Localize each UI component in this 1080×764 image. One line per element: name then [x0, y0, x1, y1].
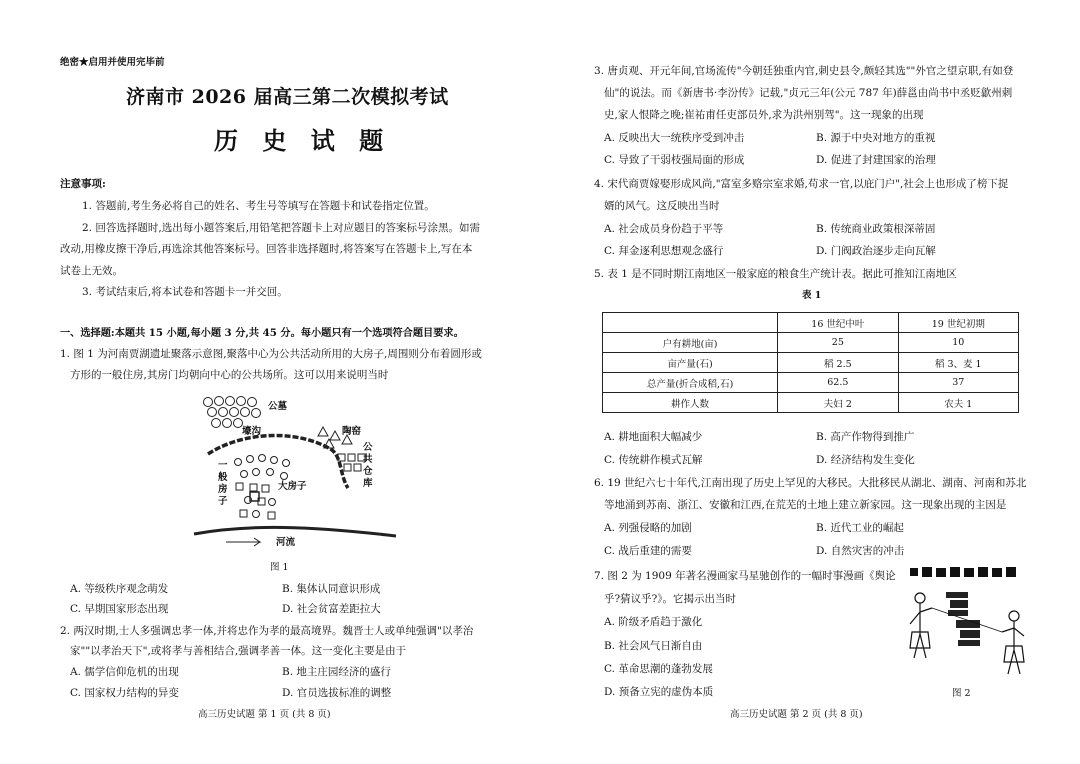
- figure-1-caption: 图 1: [270, 562, 289, 573]
- table-cell: 总产量(折合成稻,石): [603, 373, 778, 393]
- table-cell: 62.5: [778, 373, 898, 393]
- table-cell: 10: [898, 333, 1018, 353]
- note-line: 1. 答题前,考生务必将自己的姓名、考生号等填写在答题卡和试卷指定位置。: [82, 200, 435, 212]
- granary-boxes: [338, 454, 365, 471]
- q6-option-c[interactable]: C. 战后重建的需要: [604, 545, 692, 557]
- note-line: 2. 回答选择题时,选出每小题答案后,用铅笔把答题卡上对应题目的答案标号涂黑。如需: [82, 222, 481, 234]
- secret-label: 绝密★启用并使用完毕前: [60, 57, 165, 68]
- table-cell: 夫妇 2: [778, 393, 898, 413]
- q2-stem: 家""以孝治天下",或将孝与善相结合,强调孝善一体。这一变化主要是由于: [70, 645, 407, 657]
- q6-stem: 等地涌到苏南、浙江、安徽和江西,在荒芜的土地上建立新家园。这一现象出现的主因是: [604, 499, 1007, 511]
- table-header-row: [603, 313, 1019, 333]
- left-figure: [910, 593, 932, 658]
- q7-option-d[interactable]: D. 预备立宪的虚伪本质: [604, 686, 714, 698]
- cemetery-graves: [204, 397, 261, 428]
- q3-option-c[interactable]: C. 导致了干弱枝强局面的形成: [604, 154, 745, 166]
- q7-stem: 7. 图 2 为 1909 年著名漫画家马星驰创作的一幅时事漫画《舆论: [594, 570, 896, 582]
- q2-option-c[interactable]: C. 国家权力结构的异变: [70, 687, 179, 699]
- q5-option-d[interactable]: D. 经济结构发生变化: [816, 454, 915, 466]
- table-header: [603, 313, 778, 333]
- q6-option-b[interactable]: B. 近代工业的崛起: [816, 522, 904, 534]
- table-cell: 37: [898, 373, 1018, 393]
- table-header: 16 世纪中叶: [778, 313, 898, 333]
- q2-option-a[interactable]: A. 儒学信仰危机的出现: [70, 666, 179, 678]
- q1-option-c[interactable]: C. 早期国家形态出现: [70, 603, 169, 615]
- q3-stem: 史,家人恨降之晚;崔祐甫任吏部员外,求为洪州别驾"。这一现象的出现: [604, 109, 924, 121]
- q1-option-a[interactable]: A. 等级秩序观念萌发: [70, 583, 169, 595]
- table-header: 19 世纪初期: [898, 313, 1018, 333]
- q5-option-c[interactable]: C. 传统耕作模式瓦解: [604, 454, 703, 466]
- notes-heading: 注意事项:: [60, 178, 106, 190]
- table-cell: 耕作人数: [603, 393, 778, 413]
- label-big-house: 大房子: [278, 481, 307, 492]
- label-kiln: 陶窑: [342, 426, 362, 437]
- page-footer: 高三历史试题 第 1 页 (共 8 页): [198, 709, 331, 720]
- exam-title: 济南市 2026 届高三第二次模拟考试: [126, 86, 449, 108]
- q7-option-a[interactable]: A. 阶级矛盾趋于激化: [604, 616, 703, 628]
- q1-stem: 1. 图 1 为河南贾湖遗址聚落示意图,聚落中心为公共活动所用的大房子,周围则分布着圆形或: [60, 348, 482, 360]
- figure-2-caption: 图 2: [952, 688, 971, 699]
- q3-stem: 仙"的说法。而《新唐书·李汾传》记载,"贞元三年(公元 787 年)薛邕由尚书中丞贬歙州刺: [604, 87, 1013, 99]
- q5-stem: 5. 表 1 是不同时期江南地区一般家庭的粮食生产统计表。据此可推知江南地区: [594, 268, 957, 280]
- q4-option-d[interactable]: D. 门阀政治逐步走向瓦解: [816, 245, 936, 257]
- q4-stem: 婿的风气。这反映出当时: [604, 200, 720, 212]
- q1-option-d[interactable]: D. 社会贫富差距拉大: [282, 603, 381, 615]
- q7-option-c[interactable]: C. 革命思潮的蓬勃发展: [604, 663, 713, 675]
- q3-option-d[interactable]: D. 促进了封建国家的治理: [816, 154, 936, 166]
- note-line: 试卷上无效。: [60, 265, 123, 277]
- table-cell: 稻 2.5: [778, 353, 898, 373]
- q4-option-a[interactable]: A. 社会成员身份趋于平等: [604, 223, 724, 235]
- q7-stem: 乎?猜议乎?》。它揭示出当时: [604, 593, 737, 605]
- page-2: [540, 0, 1080, 764]
- label-general-houses: 一般房子: [218, 460, 228, 507]
- q1-stem: 方形的一般住房,其房门均朝向中心的公共场所。这可以用来说明当时: [70, 369, 389, 381]
- note-line: 改动,用橡皮擦干净后,再选涂其他答案标号。回答非选择题时,将答案写在答题卡上,写在本: [60, 243, 473, 255]
- table-cell: 户有耕地(亩): [603, 333, 778, 353]
- cartoon-title-art: [910, 567, 1016, 577]
- q2-stem: 2. 两汉时期,士人多强调忠孝一体,并将忠作为孝的最高境界。魏晋士人或单纯强调"以孝治: [60, 625, 474, 637]
- q3-stem: 3. 唐贞观、开元年间,官场流传"今朝廷独重内官,刺史县令,颇轻其选""外官之望京职,有如登: [594, 65, 1014, 77]
- label-granary: 公共仓库: [363, 442, 373, 489]
- table-row: [603, 373, 1019, 393]
- grain-table: [602, 312, 1019, 413]
- table-row: [603, 393, 1019, 413]
- table-cell: 亩产量(石): [603, 353, 778, 373]
- label-moat: 壕沟: [242, 426, 262, 437]
- q5-option-b[interactable]: B. 高产作物得到推广: [816, 431, 915, 443]
- q1-option-b[interactable]: B. 集体认同意识形成: [282, 583, 381, 595]
- label-cemetery: 公墓: [268, 401, 288, 412]
- table-cell: 25: [778, 333, 898, 353]
- q3-option-a[interactable]: A. 反映出大一统秩序受到冲击: [604, 132, 745, 144]
- q6-option-a[interactable]: A. 列强侵略的加剧: [604, 522, 692, 534]
- table-cell: 农夫 1: [898, 393, 1018, 413]
- q7-option-b[interactable]: B. 社会风气日渐自由: [604, 640, 703, 652]
- right-figure: [1002, 611, 1024, 674]
- q4-option-c[interactable]: C. 拜金逐利思想观念盛行: [604, 245, 724, 257]
- table-cell: 稻 3、麦 1: [898, 353, 1018, 373]
- q6-option-d[interactable]: D. 自然灾害的冲击: [816, 545, 905, 557]
- q4-stem: 4. 宋代商贾嫁娶形成风尚,"富室多赂宗室求婚,苟求一官,以庇门户",社会上也形成了榜下捉: [594, 178, 1009, 190]
- q2-option-b[interactable]: B. 地主庄园经济的盛行: [282, 666, 391, 678]
- q2-option-d[interactable]: D. 官员选拔标准的调整: [282, 687, 392, 699]
- section-heading: 一、选择题:本题共 15 小题,每小题 3 分,共 45 分。每小题只有一个选项符合题目要求。: [60, 327, 464, 339]
- table-row: [603, 353, 1019, 373]
- label-river: 河流: [276, 537, 296, 548]
- table-row: [603, 333, 1019, 353]
- river-line: [194, 527, 396, 536]
- q6-stem: 6. 19 世纪六七十年代,江南出现了历史上罕见的大移民。大批移民从湖北、湖南、河南和苏北: [594, 477, 1027, 489]
- page-footer: 高三历史试题 第 2 页 (共 8 页): [730, 709, 863, 720]
- river-arrow: [226, 538, 260, 546]
- q5-option-a[interactable]: A. 耕地面积大幅减少: [604, 431, 703, 443]
- subject-title: 历 史 试 题: [214, 126, 392, 155]
- cartoon-illustration: [898, 562, 1038, 680]
- table-caption: 表 1: [802, 290, 822, 301]
- q3-option-b[interactable]: B. 源于中央对地方的重视: [816, 132, 936, 144]
- note-line: 3. 考试结束后,将本试卷和答题卡一并交回。: [82, 286, 288, 298]
- q4-option-b[interactable]: B. 传统商业政策根深蒂固: [816, 223, 936, 235]
